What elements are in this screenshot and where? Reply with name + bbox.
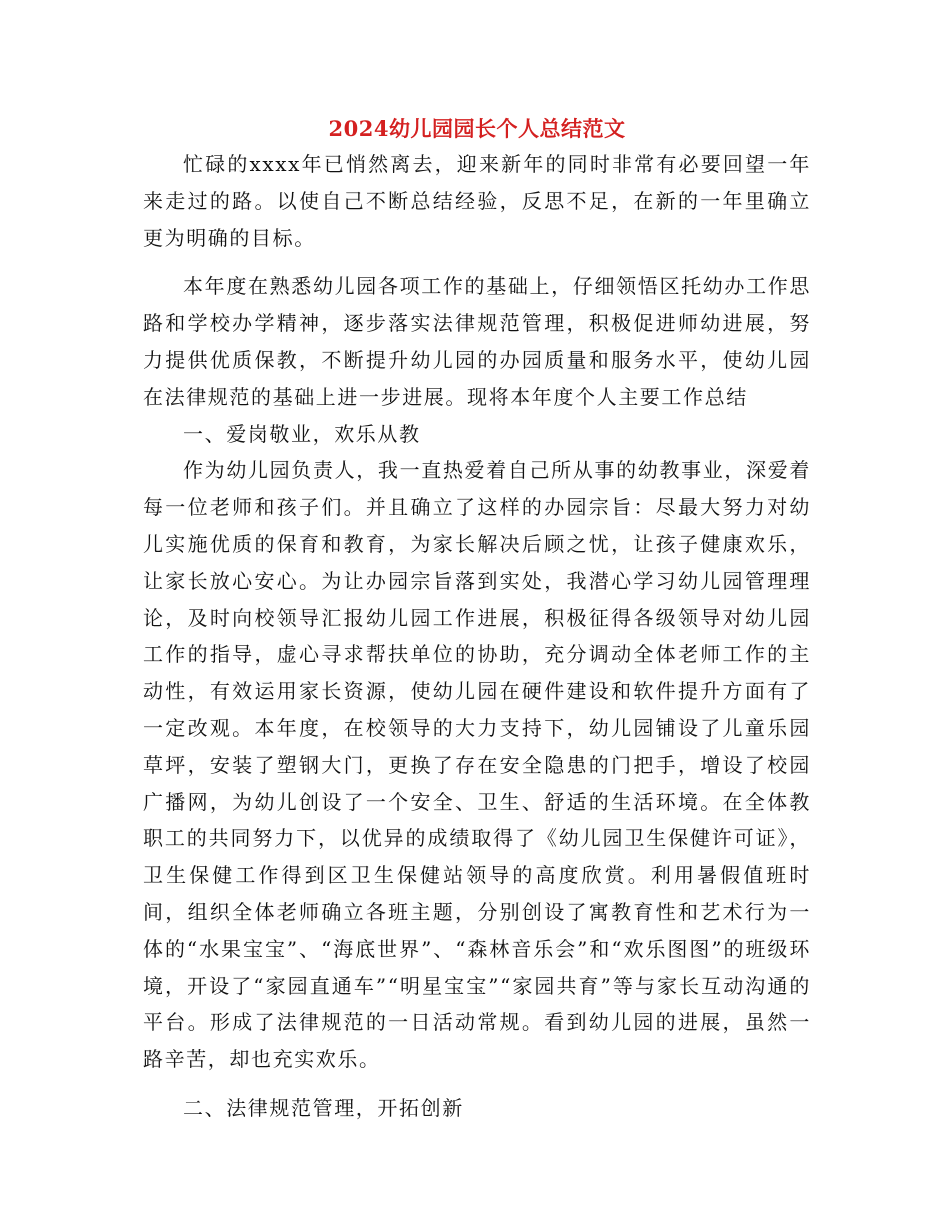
paragraph-intro: 忙碌的xxxx年已悄然离去，迎来新年的同时非常有必要回望一年来走过的路。以使自己不断总结经验，反思不足，在新的一年里确立更为明确的目标。	[143, 152, 811, 250]
paragraph-overview: 本年度在熟悉幼儿园各项工作的基础上，仔细领悟区托幼办工作思路和学校办学精神，逐步落实法律规范管理，积极促进师幼进展，努力提供优质保教，不断提升幼儿园的办园质量和服务水平，使幼儿园在法律规范的基础上进一步进展。现将本年度个人主要工作总结	[143, 274, 811, 409]
section-heading-1: 一、爱岗敬业，欢乐从教	[183, 421, 421, 446]
paragraph-section-1: 作为幼儿园负责人，我一直热爱着自己所从事的幼教事业，深爱着每一位老师和孩子们。并且确立了这样的办园宗旨：尽最大努力对幼儿实施优质的保育和教育，为家长解决后顾之忧，让孩子健康欢乐，让家长放心安心。为让办园宗旨落到实处，我潜心学习幼儿园管理理论，及时向校领导汇报幼儿园工作进展，积极征得各级领导对幼儿园工作的指导，虚心寻求帮扶单位的协助，充分调动全体老师工作的主动性，有效运用家长资源，使幼儿园在硬件建设和软件提升方面有了一定改观。本年度，在校领导的大力支持下，幼儿园铺设了儿童乐园草坪，安装了塑钢大门，更换了存在安全隐患的门把手，增设了校园广播网，为幼儿创设了一个安全、卫生、舒适的生活环境。在全体教职工的共同努力下，以优异的成绩取得了《幼儿园卫生保健许可证》，卫生保健工作得到区卫生保健站领导的高度欣赏。利用暑假值班时间，组织全体老师确立各班主题，分别创设了寓教育性和艺术行为一体的“水果宝宝”、“海底世界”、“森林音乐会”和“欢乐图图”的班级环境，开设了“家园直通车”“明星宝宝”“家园共育”等与家长互动沟通的平台。形成了法律规范的一日活动常规。看到幼儿园的进展，虽然一路辛苦，却也充实欢乐。	[143, 458, 811, 1072]
document-page	[143, 112, 811, 1127]
section-heading-2: 二、法律规范管理，开拓创新	[183, 1095, 464, 1120]
document-title: 2024幼儿园园长个人总结范文	[328, 116, 626, 141]
